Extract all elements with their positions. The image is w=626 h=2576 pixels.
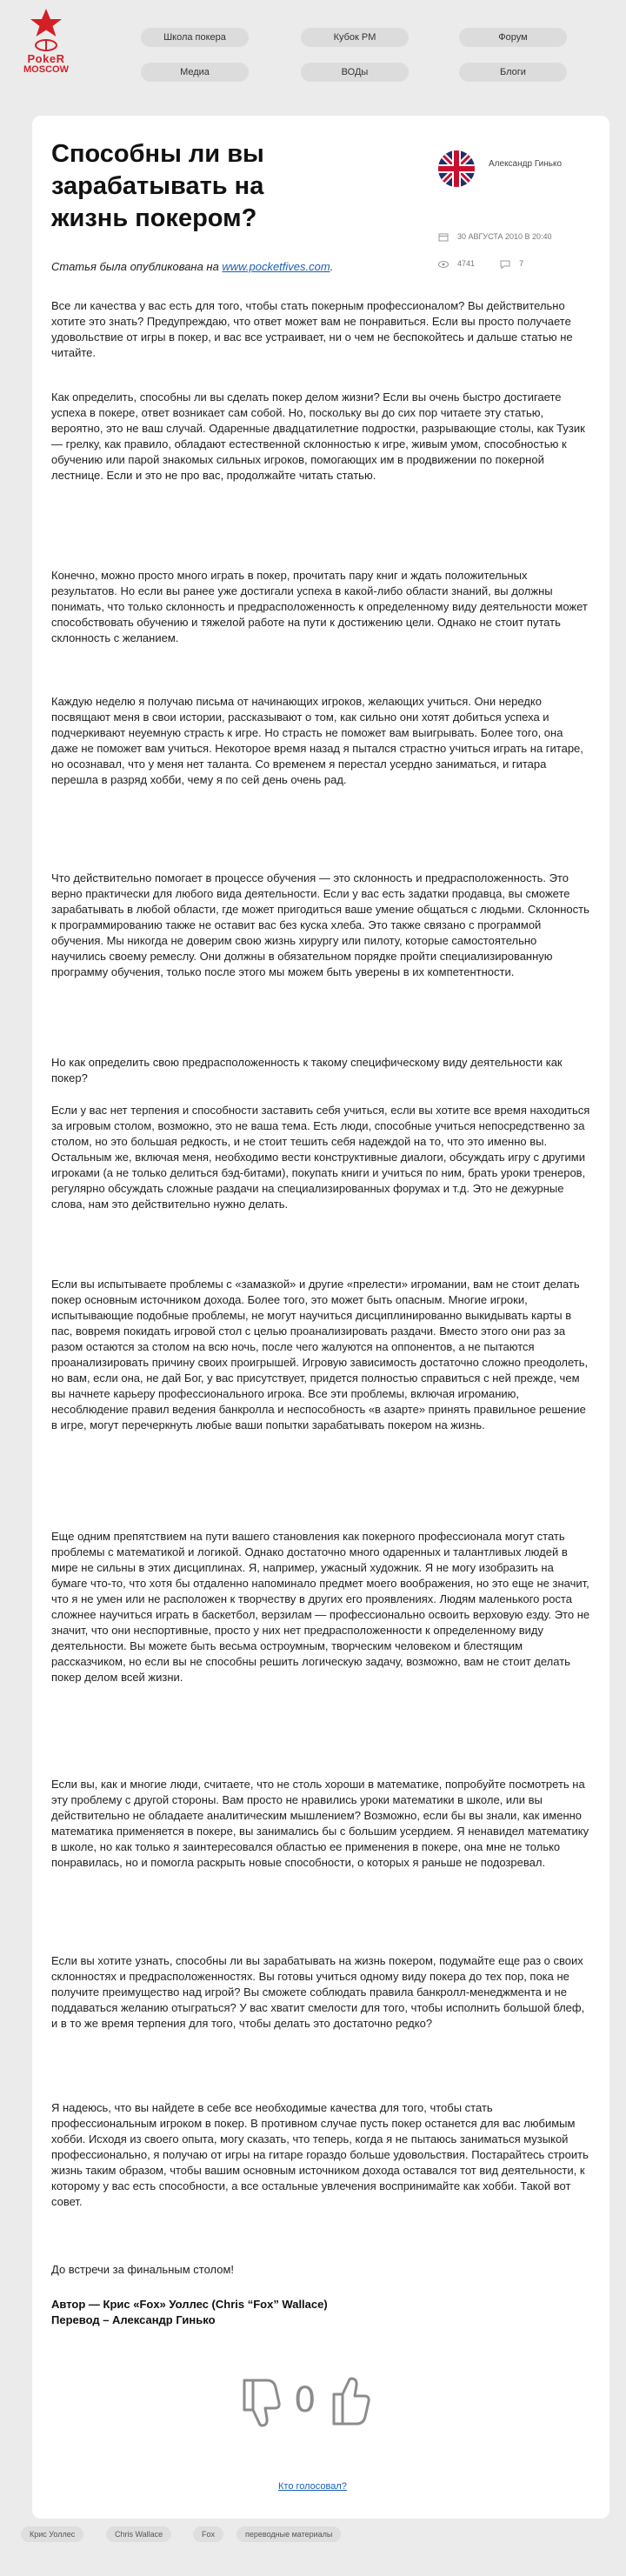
nav-blogs[interactable]: Блоги <box>459 63 567 82</box>
paragraph-text: До встречи за финальным столом! <box>51 2263 235 2276</box>
paragraph-8 <box>51 1277 590 1433</box>
site-logo[interactable] <box>16 7 77 110</box>
vote-widget <box>226 2377 400 2438</box>
thumb-down-icon[interactable] <box>239 2377 284 2429</box>
eye-icon <box>438 260 449 269</box>
paragraph-text: Как определить, способны ли вы сделать покер делом жизни? Если вы очень быстро достигаете успеха в покере, ответ возникает сам собой. Но, поскольку вы до сих пор читаете эту статью, вероятно, это не ваш случай. Одаренные двадцатилетние подростки, разрывающие столы, как Тузик — грелку, как правило, обладают естественной склонностью к игре, живым умом, способностью к обучению или парой знакомых сильных игроков, помогающих им в продвижении по покерной лестнице. Если и это не про вас, продолжайте читать статью. <box>51 390 585 482</box>
tag-chip[interactable]: Chris Wallace <box>106 2526 171 2542</box>
nav-media[interactable]: Медиа <box>141 63 249 82</box>
paragraph-4 <box>51 694 590 788</box>
nav-vods[interactable]: ВОДы <box>301 63 409 82</box>
paragraph-text: Если вы испытываете проблемы с «замазкой» и другие «прелести» игромании, вам не стоит делать покер основным источником дохода. Более того, это может быть опасным. Многие игроки, испытывающие подобные проблемы, не могут научиться дисциплинированно выкидывать карты в пас, вовремя покидать игровой стол с целью проанализировать раздачи. Вместо этого они раз за разом остаются за столом на всю ночь, после чего жалуются на оппонентов, а не пытаются проанализировать причину своих проигрышей. Игровую зависимость достаточно сложно преодолеть, но вам, если она, не дай Бог, у вас присутствует, придется полностью справиться с ней прежде, чем вы начнете карьеру профессионального игрока. Все эти проблемы, включая игроманию, несоблюдение правил ведения банкролла и неспособность «в азарте» принять правильное решение в игре, могут перечеркнуть любые ваши попытки зарабатывать покером на жизнь. <box>51 1278 589 1431</box>
publish-date <box>438 232 552 242</box>
paragraph-text: Еще одним препятствием на пути вашего становления как покерного профессионала могут стать проблемы с математикой и логикой. Однако достаточно много одаренных и талантливых людей в мире не сильны в этих дисциплинах. Я, например, ужасный художник. Я не могу изобразить на бумаге что-то, что хотя бы отдаленно напоминало предмет моего воображения, но это еще не значит, что я не умен или не расположен к творчеству в других его проявлениях. Людям маленького роста сложнее научиться играть в баскетбол, верзилам — профессионально освоить верховую езду. Это не значит, что они неспортивные, просто у них нет предрасположенности к определенному виду деятельности. Вы можете быть весьма остроумным, творческим человеком и блестящим рассказчиком, но если вы не способны решить логическую задачу, возможно, вам не стоит делать покер делом всей жизни. <box>51 1530 590 1684</box>
paragraph-text: Что действительно помогает в процессе обучения — это склонность и предрасположенность. Это верно практически для любого вида деятельности. Если у вас есть задатки продавца, вы сможете зарабатывать в любой области, где может пригодиться ваше умение общаться с людьми. Склонность к программированию также не оставит вас без куска хлеба. Это также связано с программой обучения. Мы никогда не доверим свою жизнь хирургу или пилоту, которые самостоятельно научились своему ремеслу. Они должны в обязательном порядке пройти специализированную программу обучения, только после этого мы можем быть уверены в их компетентности. <box>51 871 589 978</box>
paragraph-13 <box>51 2262 590 2278</box>
publish-date-text: 30 АВГУСТА 2010 В 20:40 <box>457 232 552 241</box>
avatar-flag-icon <box>438 150 475 187</box>
calendar-icon <box>438 233 449 242</box>
logo-chip-icon <box>33 38 59 52</box>
nav-school[interactable]: Школа покера <box>141 28 249 47</box>
site-header <box>0 0 626 97</box>
tag-list <box>0 2522 626 2548</box>
thumb-up-icon[interactable] <box>329 2375 374 2427</box>
article-title: Способны ли вы зарабатывать на жизнь покером? <box>51 140 264 232</box>
tag-chip[interactable]: переводные материалы <box>236 2526 341 2542</box>
paragraph-11 <box>51 1953 590 2032</box>
logo-star-icon <box>29 7 63 38</box>
article-stats <box>438 259 523 269</box>
logo-line1: PokeR <box>27 52 65 65</box>
paragraph-text: Все ли качества у вас есть для того, чтобы стать покерным профессионалом? Вы действительно хотите это знать? Предупреждаю, что ответ может вам не понравиться. Если вы просто получаете удовольствие от игры в покер, и вас все устраивает, ни о чем не беспокойтесь и дальше статью не читайте. <box>51 299 573 359</box>
source-link[interactable]: www.pocketfives.com <box>222 260 330 273</box>
paragraph-text: Я надеюсь, что вы найдете в себе все необходимые качества для того, чтобы стать профессиональным игроком в покер. В противном случае пусть покер останется для вас любимым хобби. Исходя из своего опыта, могу сказать, что теперь, когда я не пытаюсь заниматься музыкой профессионально, я получаю от игры на гитаре гораздо больше удовольствия. Постарайтесь строить жизнь таким образом, чтобы вашим основным источником дохода оставался тот вид деятельности, к которому у вас есть способности, а все остальные увлечения воспринимайте как хобби. Такой вот совет. <box>51 2101 589 2208</box>
paragraph-text: Если вы хотите узнать, способны ли вы зарабатывать на жизнь покером, подумайте еще раз о своих склонностях и предрасположенностях. Вы готовы учиться одному виду покера до тех пор, пока не получите преимущество над игрой? Вы сможете соблюдать правила банкролл-менеджмента и не поддаваться желанию отыграться? У вас хватит смелости для того, чтобы исполнить большой блеф, и в то же время терпения для того, чтобы делать это достаточно редко? <box>51 1954 585 2030</box>
comments-count[interactable]: 7 <box>519 259 524 268</box>
paragraph-3 <box>51 568 590 646</box>
who-voted-link[interactable]: Кто голосовал? <box>278 2481 347 2492</box>
source-prefix: Статья была опубликована на <box>51 260 223 273</box>
paragraph-text: Если вы, как и многие люди, считаете, что не столь хороши в математике, попробуйте посмотреть на эту проблему с другой стороны. Вам просто не нравились уроки математики в школе, или вы действительно не обладаете аналитическим мышлением? Возможно, если бы вы знали, как именно математика применяется в покере, вы занимались бы с большим усердием. Я ненавидел математику в школе, но как только я заинтересовался областью ее применения в покере, она мне не только понравилась, но и помогла раскрыть новые способности, о которых я раньше не подозревал. <box>51 1778 589 1869</box>
paragraph-7 <box>51 1103 590 1212</box>
vote-count: 0 <box>294 2380 316 2420</box>
logo-line2: MOSCOW <box>23 64 69 75</box>
nav-forum[interactable]: Форум <box>459 28 567 47</box>
source-line <box>51 260 333 273</box>
source-suffix: . <box>330 260 334 273</box>
signature-author: Автор — Крис «Fox» Уоллес (Chris “Fox” Wallace) <box>51 2298 328 2311</box>
paragraph-text: Если у вас нет терпения и способности заставить себя учиться, если вы хотите все время находиться за игровым столом, возможно, это не ваша тема. Есть люди, способные учиться непосредственно за столом, но это большая редкость, и не стоит тешить себя надеждой на то, что это именно вы. Остальным же, включая меня, необходимо вести конструктивные диалоги, обсуждать игру с другими игроками (а не только делиться бэд-битами), покупать книги и учиться по ним, брать уроки тренеров, регулярно обсуждать сложные раздачи на специализированных форумах и т.д. Это не дежурные слова, нам это действительно нужно делать. <box>51 1104 590 1211</box>
views-count: 4741 <box>457 259 476 268</box>
author-avatar[interactable] <box>438 150 475 187</box>
tag-chip[interactable]: Fox <box>193 2526 223 2542</box>
author-name[interactable]: Александр Гинько <box>489 159 563 169</box>
paragraph-text: Но как определить свою предрасположенность к такому специфическому виду деятельности как покер? <box>51 1056 563 1084</box>
paragraph-2 <box>51 390 590 484</box>
tag-chip[interactable]: Крис Уоллес <box>21 2526 83 2542</box>
paragraph-10 <box>51 1777 590 1871</box>
comment-icon[interactable] <box>500 260 510 269</box>
article-card <box>32 116 609 2519</box>
paragraph-1 <box>51 298 590 361</box>
paragraph-text: Каждую неделю я получаю письма от начинающих игроков, желающих учиться. Они нередко посвящают меня в свои истории, рассказывают о том, как сильно они хотят добиться успеха и подчеркивают неуемную страсть к игре. Но страсть не поможет вам выигрывать. Более того, она даже не поможет вам учиться. Некоторое время назад я пытался страстно учиться играть на гитаре, но осознавал, что у меня нет таланта. Со временем я перестал усердно заниматься, и гитара перешла в разряд хобби, чему я по сей день очень рад. <box>51 695 583 786</box>
paragraph-text: Конечно, можно просто много играть в покер, прочитать пару книг и ждать положительных результатов. Но если вы ранее уже достигали успеха в какой-либо области знаний, вы должны понимать, что только склонность и предрасположенность к определенному виду деятельности может способствовать обучению и тяжелой работе на пути к достижению цели. Однако не стоит путать склонность с желанием. <box>51 569 588 644</box>
signature-translator: Перевод – Александр Гинько <box>51 2313 216 2326</box>
nav-cup[interactable]: Кубок PM <box>301 28 409 47</box>
paragraph-6 <box>51 1055 590 1086</box>
paragraph-9 <box>51 1529 590 1685</box>
paragraph-12 <box>51 2100 590 2210</box>
paragraph-5 <box>51 871 590 980</box>
